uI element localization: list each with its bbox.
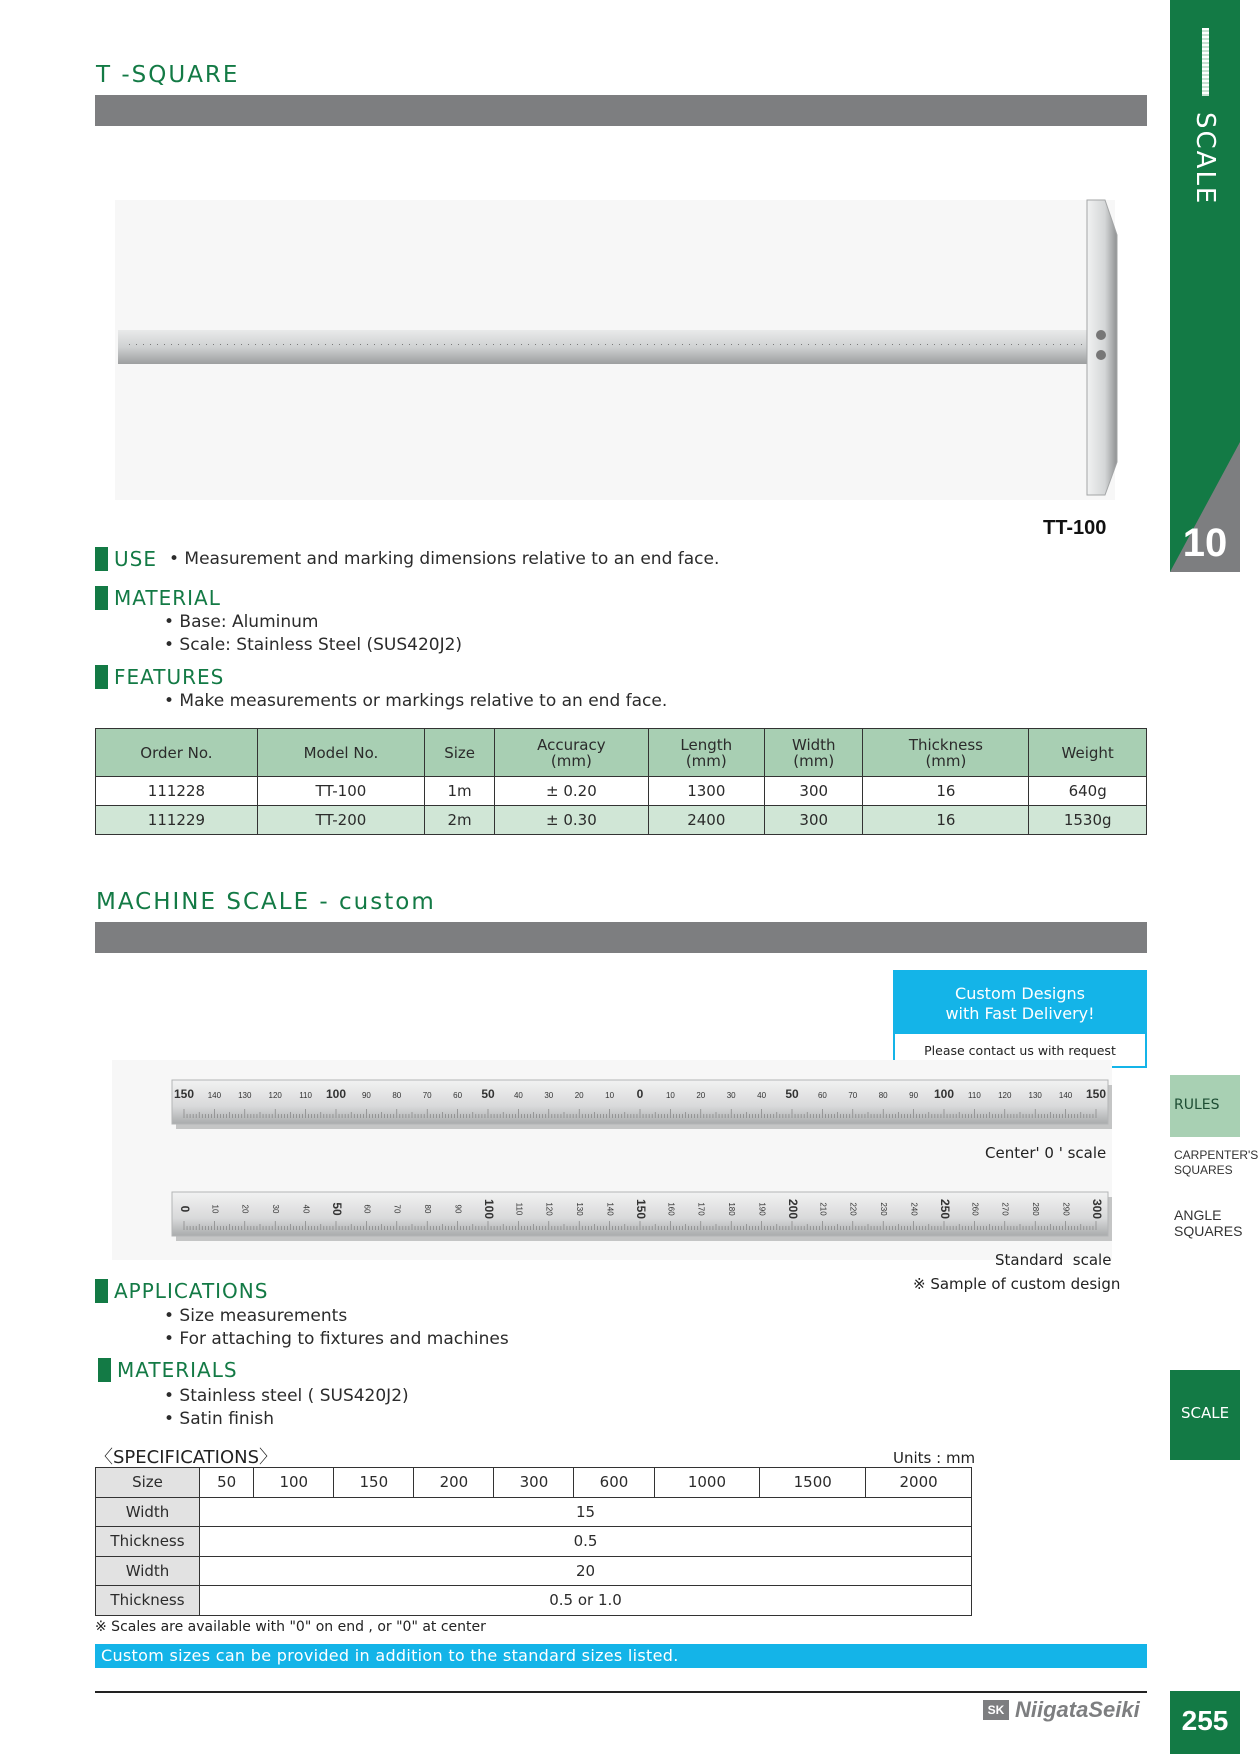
- scale-number: 10: [605, 1091, 615, 1100]
- ruler-grip-icon: [1202, 28, 1209, 96]
- table-cell: 300: [765, 777, 863, 806]
- table-header-row: [96, 729, 1147, 777]
- table-row: [96, 1556, 972, 1586]
- features-label: FEATURES: [114, 665, 225, 689]
- scale-number: 250: [937, 1198, 952, 1220]
- scale-number: 180: [727, 1202, 737, 1216]
- heading-marker: [95, 665, 108, 689]
- sidebar-link-label: SQUARES: [1174, 1223, 1243, 1239]
- table-cell: 300: [765, 806, 863, 835]
- scale-number: 100: [325, 1087, 347, 1101]
- materials-label: MATERIALS: [117, 1358, 238, 1382]
- material-label: MATERIAL: [114, 586, 221, 610]
- scale-number: 290: [1061, 1202, 1071, 1216]
- scale-number: 0: [636, 1087, 644, 1101]
- use-text: • Measurement and marking dimensions relative to an end face.: [168, 549, 720, 569]
- scale-number: 100: [933, 1087, 955, 1101]
- scale-number: 300: [1089, 1198, 1104, 1220]
- table-cell: 16: [863, 777, 1029, 806]
- table-cell: 1300: [648, 777, 764, 806]
- table-row-label: Thickness: [96, 1586, 200, 1616]
- list-item: • Base: Aluminum: [164, 612, 319, 632]
- table-header: Order No.: [96, 729, 258, 777]
- table-cell: TT-200: [257, 806, 424, 835]
- scale-number: 50: [785, 1087, 799, 1101]
- custom-box-heading: [895, 972, 1145, 1034]
- scale-number: 80: [878, 1091, 888, 1100]
- applications-label: APPLICATIONS: [114, 1279, 269, 1303]
- table-header: Weight: [1029, 729, 1147, 777]
- tsquare-rivet: [1096, 350, 1106, 360]
- list-item: • Scale: Stainless Steel (SUS420J2): [164, 635, 463, 655]
- table-cell: 16: [863, 806, 1029, 835]
- specifications-title: 〈SPECIFICATIONS〉: [95, 1447, 278, 1468]
- scale-number: 30: [271, 1204, 281, 1214]
- custom-sizes-banner: Custom sizes can be provided in addition to the standard sizes listed.: [95, 1644, 1147, 1668]
- tsquare-rivet: [1096, 330, 1106, 340]
- scale-number: 30: [726, 1091, 736, 1100]
- table-cell: 20: [200, 1556, 972, 1586]
- materials-list: [164, 1385, 409, 1431]
- scales-availability-note: ※ Scales are available with "0" on end , or "0" at center: [95, 1619, 486, 1635]
- materials-heading: [98, 1358, 238, 1382]
- tsquare-illustration: [115, 200, 1115, 500]
- scale-number: 30: [544, 1091, 554, 1100]
- machine-scale-title-bar: [95, 922, 1147, 953]
- table-cell: 150: [334, 1468, 414, 1498]
- table-row: [96, 1497, 972, 1527]
- table-cell: 100: [254, 1468, 334, 1498]
- table-row: [96, 777, 1147, 806]
- scale-number: 280: [1031, 1202, 1041, 1216]
- scale-number: 0: [177, 1205, 192, 1213]
- chapter-number: 10: [1182, 521, 1228, 565]
- tsquare-model-caption: TT-100: [1043, 517, 1107, 539]
- material-heading: [95, 586, 221, 610]
- center-scale-caption: Center' 0 ' scale: [985, 1144, 1107, 1162]
- list-item: • For attaching to fixtures and machines: [164, 1329, 509, 1349]
- scale-number: 70: [848, 1091, 858, 1100]
- scale-number: 140: [1058, 1091, 1073, 1100]
- table-cell: ± 0.30: [495, 806, 648, 835]
- scale-number: 80: [392, 1091, 402, 1100]
- scale-number: 270: [1000, 1202, 1010, 1216]
- scale-number: 60: [362, 1204, 372, 1214]
- table-cell: 600: [574, 1468, 654, 1498]
- scale-number: 70: [392, 1204, 402, 1214]
- scale-number: 70: [422, 1091, 432, 1100]
- tsquare-photo: [115, 200, 1115, 500]
- applications-list: [164, 1305, 509, 1351]
- sample-note: ※ Sample of custom design: [913, 1275, 1121, 1293]
- scale-number: 260: [970, 1202, 980, 1216]
- sidebar-section-title: SCALE: [1190, 112, 1220, 206]
- sidebar-link-label: CARPENTER'S: [1174, 1148, 1258, 1162]
- use-label: USE: [114, 547, 157, 571]
- scale-number: 150: [1085, 1087, 1107, 1101]
- custom-box-line: Custom Designs: [955, 984, 1085, 1003]
- scale-number: 150: [633, 1198, 648, 1220]
- scale-number: 100: [481, 1198, 496, 1220]
- list-item: • Size measurements: [164, 1306, 348, 1326]
- company-logo: [983, 1697, 1140, 1723]
- scale-number: 220: [848, 1202, 858, 1216]
- table-cell: 200: [414, 1468, 494, 1498]
- standard-scale-caption: Standard scale: [995, 1251, 1112, 1269]
- scale-number: 210: [818, 1202, 828, 1216]
- scale-number: 10: [210, 1204, 220, 1214]
- heading-marker: [95, 1279, 108, 1303]
- scale-number: 230: [879, 1202, 889, 1216]
- table-cell: 50: [200, 1468, 254, 1498]
- table-row: [96, 1586, 972, 1616]
- tsquare-spec-table: [95, 728, 1147, 835]
- features-list: [164, 690, 667, 713]
- scale-number: 90: [909, 1091, 919, 1100]
- scale-number: 140: [207, 1091, 222, 1100]
- table-row-label: Width: [96, 1556, 200, 1586]
- table-cell: 0.5 or 1.0: [200, 1586, 972, 1616]
- scale-number: 40: [513, 1091, 523, 1100]
- features-heading: [95, 665, 224, 689]
- scale-number: 130: [238, 1091, 252, 1100]
- table-cell: 111229: [96, 806, 258, 835]
- scale-number: 10: [665, 1091, 675, 1100]
- table-header: Model No.: [257, 729, 424, 777]
- table-cell: 2m: [425, 806, 495, 835]
- scale-number: 40: [301, 1204, 311, 1214]
- table-header: Size: [425, 729, 495, 777]
- table-row: [96, 1468, 972, 1498]
- table-row-label: Size: [96, 1468, 200, 1498]
- table-cell: ± 0.20: [495, 777, 648, 806]
- scale-number: 140: [605, 1202, 615, 1216]
- scale-number: 80: [423, 1204, 433, 1214]
- scale-number: 190: [757, 1202, 767, 1216]
- custom-design-callout: [893, 970, 1147, 1068]
- material-list: [164, 611, 462, 657]
- units-label: Units : mm: [893, 1449, 976, 1467]
- scale-number: 200: [785, 1198, 800, 1220]
- scale-number: 60: [817, 1091, 827, 1100]
- page-number: 255: [1170, 1691, 1240, 1754]
- table-cell: TT-100: [257, 777, 424, 806]
- footer-rule: [95, 1691, 1147, 1693]
- scale-number: 120: [998, 1091, 1012, 1100]
- table-row-label: Width: [96, 1497, 200, 1527]
- custom-box-contact: Please contact us with request: [924, 1043, 1116, 1058]
- sidebar-tab-rules[interactable]: RULES: [1170, 1075, 1240, 1137]
- list-item: • Make measurements or markings relative to an end face.: [164, 691, 668, 711]
- table-cell: 2400: [648, 806, 764, 835]
- scale-number: 20: [574, 1091, 584, 1100]
- tsquare-title: T -SQUARE: [96, 62, 240, 88]
- use-heading: [95, 547, 719, 571]
- machine-scale-title: MACHINE SCALE - custom: [96, 889, 436, 915]
- table-cell: 1530g: [1029, 806, 1147, 835]
- table-cell: 1500: [760, 1468, 866, 1498]
- custom-box-line: with Fast Delivery!: [945, 1004, 1095, 1023]
- scale-number: 90: [453, 1204, 463, 1214]
- scale-number: 160: [666, 1202, 676, 1216]
- scale-number: 110: [299, 1091, 312, 1100]
- scale-number: 240: [909, 1202, 919, 1216]
- scale-number: 90: [361, 1091, 371, 1100]
- table-header: Width (mm): [765, 729, 863, 777]
- sidebar-link-label: ANGLE: [1174, 1207, 1222, 1223]
- scale-number: 20: [240, 1204, 250, 1214]
- applications-heading: [95, 1279, 268, 1303]
- tsquare-head: [1087, 200, 1117, 495]
- table-row: [96, 806, 1147, 835]
- table-cell: 640g: [1029, 777, 1147, 806]
- table-header: Accuracy (mm): [495, 729, 648, 777]
- machine-scale-photo: [112, 1060, 1112, 1260]
- table-cell: 1000: [654, 1468, 760, 1498]
- scale-number: 130: [1028, 1091, 1042, 1100]
- scale-number: 40: [757, 1091, 767, 1100]
- sidebar-link-carpenters-squares[interactable]: [1174, 1148, 1258, 1178]
- sidebar-link-angle-squares[interactable]: [1174, 1207, 1242, 1239]
- scale-number: 110: [514, 1202, 524, 1216]
- machine-scale-illustration: [112, 1060, 1112, 1260]
- heading-marker: [95, 586, 108, 610]
- scale-number: 20: [696, 1091, 706, 1100]
- table-cell: 2000: [866, 1468, 972, 1498]
- table-cell: 15: [200, 1497, 972, 1527]
- heading-marker: [95, 547, 108, 571]
- scale-number: 60: [453, 1091, 463, 1100]
- table-header: Length (mm): [648, 729, 764, 777]
- table-row: [96, 1527, 972, 1557]
- logo-mark-icon: SK: [983, 1700, 1009, 1720]
- tsquare-scale-ticks: [123, 344, 1083, 350]
- machine-scale-spec-table: [95, 1467, 972, 1616]
- scale-number: 170: [696, 1202, 706, 1216]
- sidebar-tab-scale[interactable]: SCALE: [1170, 1370, 1240, 1460]
- scale-number: 110: [968, 1091, 981, 1100]
- scale-number: 150: [173, 1087, 195, 1101]
- list-item: • Stainless steel ( SUS420J2): [164, 1386, 409, 1406]
- sidebar-chapter-tab: [1170, 0, 1240, 572]
- table-row-label: Thickness: [96, 1527, 200, 1557]
- table-header: Thickness (mm): [863, 729, 1029, 777]
- table-cell: 300: [494, 1468, 574, 1498]
- list-item: • Satin finish: [164, 1409, 275, 1429]
- sidebar-link-label: SQUARES: [1174, 1163, 1233, 1177]
- logo-text: NiigataSeiki: [1015, 1697, 1140, 1722]
- scale-number: 50: [329, 1202, 344, 1216]
- table-cell: 1m: [425, 777, 495, 806]
- heading-marker: [98, 1358, 111, 1382]
- table-cell: 111228: [96, 777, 258, 806]
- scale-number: 130: [575, 1202, 585, 1216]
- table-cell: 0.5: [200, 1527, 972, 1557]
- scale-number: 120: [268, 1091, 282, 1100]
- scale-number: 120: [544, 1202, 554, 1216]
- tsquare-title-bar: [95, 95, 1147, 126]
- scale-number: 50: [481, 1087, 495, 1101]
